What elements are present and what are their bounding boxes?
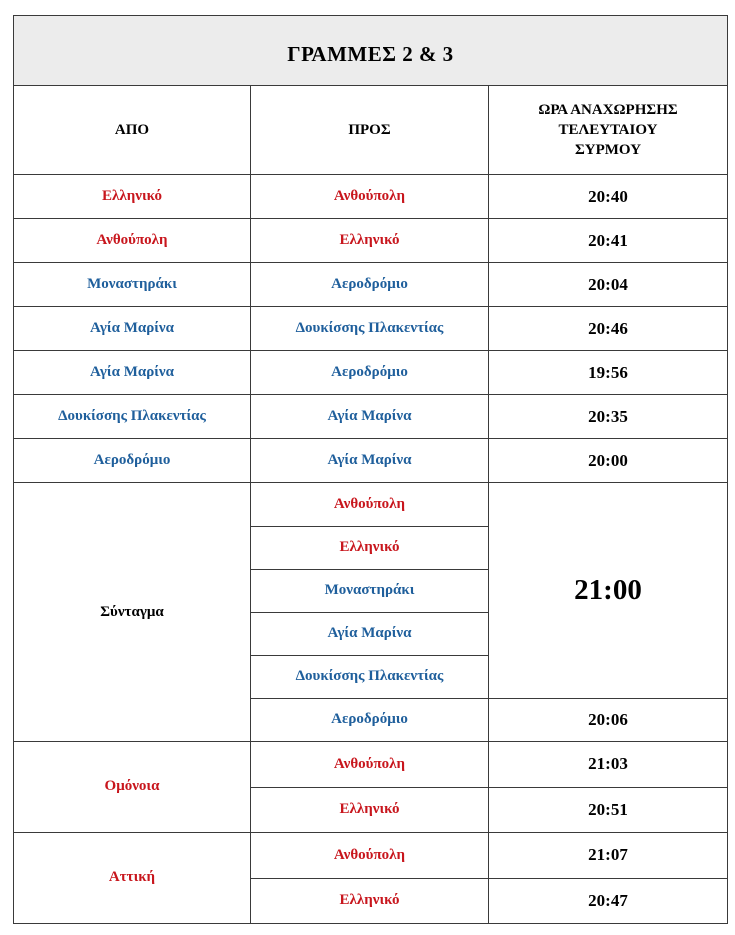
table-row	[14, 395, 728, 439]
to-station: Αγία Μαρίνα	[251, 395, 489, 439]
table-row	[14, 832, 728, 878]
header-time-line1: ΩΡΑ ΑΝΑΧΩΡΗΣΗΣ	[538, 102, 678, 119]
schedule-table	[13, 15, 728, 924]
departure-time: 21:03	[489, 741, 728, 787]
departure-time: 20:00	[489, 439, 728, 483]
to-station: Ελληνικό	[251, 219, 489, 263]
departure-time: 21:07	[489, 832, 728, 878]
to-station: Αγία Μαρίνα	[251, 612, 489, 655]
to-station: Ανθούπολη	[251, 483, 489, 526]
from-station: Δουκίσσης Πλακεντίας	[14, 395, 251, 439]
from-station-syntagma: Σύνταγμα	[14, 483, 251, 741]
from-station: Αγία Μαρίνα	[14, 307, 251, 351]
from-station: Αγία Μαρίνα	[14, 351, 251, 395]
departure-time: 20:40	[489, 175, 728, 219]
from-station: Αεροδρόμιο	[14, 439, 251, 483]
from-station: Ανθούπολη	[14, 219, 251, 263]
to-station: Ελληνικό	[251, 787, 489, 832]
table-row	[14, 351, 728, 395]
table-row	[14, 741, 728, 787]
to-station: Ανθούπολη	[251, 175, 489, 219]
departure-time: 20:04	[489, 263, 728, 307]
table-row	[14, 483, 728, 526]
to-station: Ανθούπολη	[251, 741, 489, 787]
from-station: Μοναστηράκι	[14, 263, 251, 307]
table-title: ΓΡΑΜΜΕΣ 2 & 3	[14, 16, 728, 86]
header-time-line3: ΣΥΡΜΟΥ	[574, 142, 642, 159]
departure-time: 20:35	[489, 395, 728, 439]
to-station: Δουκίσσης Πλακεντίας	[251, 655, 489, 698]
to-station: Ανθούπολη	[251, 832, 489, 878]
departure-time: 19:56	[489, 351, 728, 395]
table-row	[14, 219, 728, 263]
shared-departure-time: 21:00	[489, 483, 728, 698]
header-time-line2: ΤΕΛΕΥΤΑΙΟΥ	[558, 122, 658, 139]
table-row	[14, 263, 728, 307]
header-to: ΠΡΟΣ	[251, 86, 489, 175]
table-row	[14, 307, 728, 351]
to-station: Μοναστηράκι	[251, 569, 489, 612]
to-station: Δουκίσσης Πλακεντίας	[251, 307, 489, 351]
table-row	[14, 439, 728, 483]
from-station-attiki: Αττική	[14, 832, 251, 923]
to-station: Ελληνικό	[251, 526, 489, 569]
header-from: ΑΠΟ	[14, 86, 251, 175]
to-station: Ελληνικό	[251, 878, 489, 923]
departure-time: 20:06	[489, 698, 728, 741]
departure-time: 20:46	[489, 307, 728, 351]
header-departure-time	[489, 86, 728, 175]
departure-time: 20:47	[489, 878, 728, 923]
table-row	[14, 175, 728, 219]
departure-time: 20:41	[489, 219, 728, 263]
from-station-omonoia: Ομόνοια	[14, 741, 251, 832]
to-station: Αεροδρόμιο	[251, 351, 489, 395]
to-station: Αεροδρόμιο	[251, 263, 489, 307]
to-station: Αεροδρόμιο	[251, 698, 489, 741]
to-station: Αγία Μαρίνα	[251, 439, 489, 483]
departure-time: 20:51	[489, 787, 728, 832]
from-station: Ελληνικό	[14, 175, 251, 219]
